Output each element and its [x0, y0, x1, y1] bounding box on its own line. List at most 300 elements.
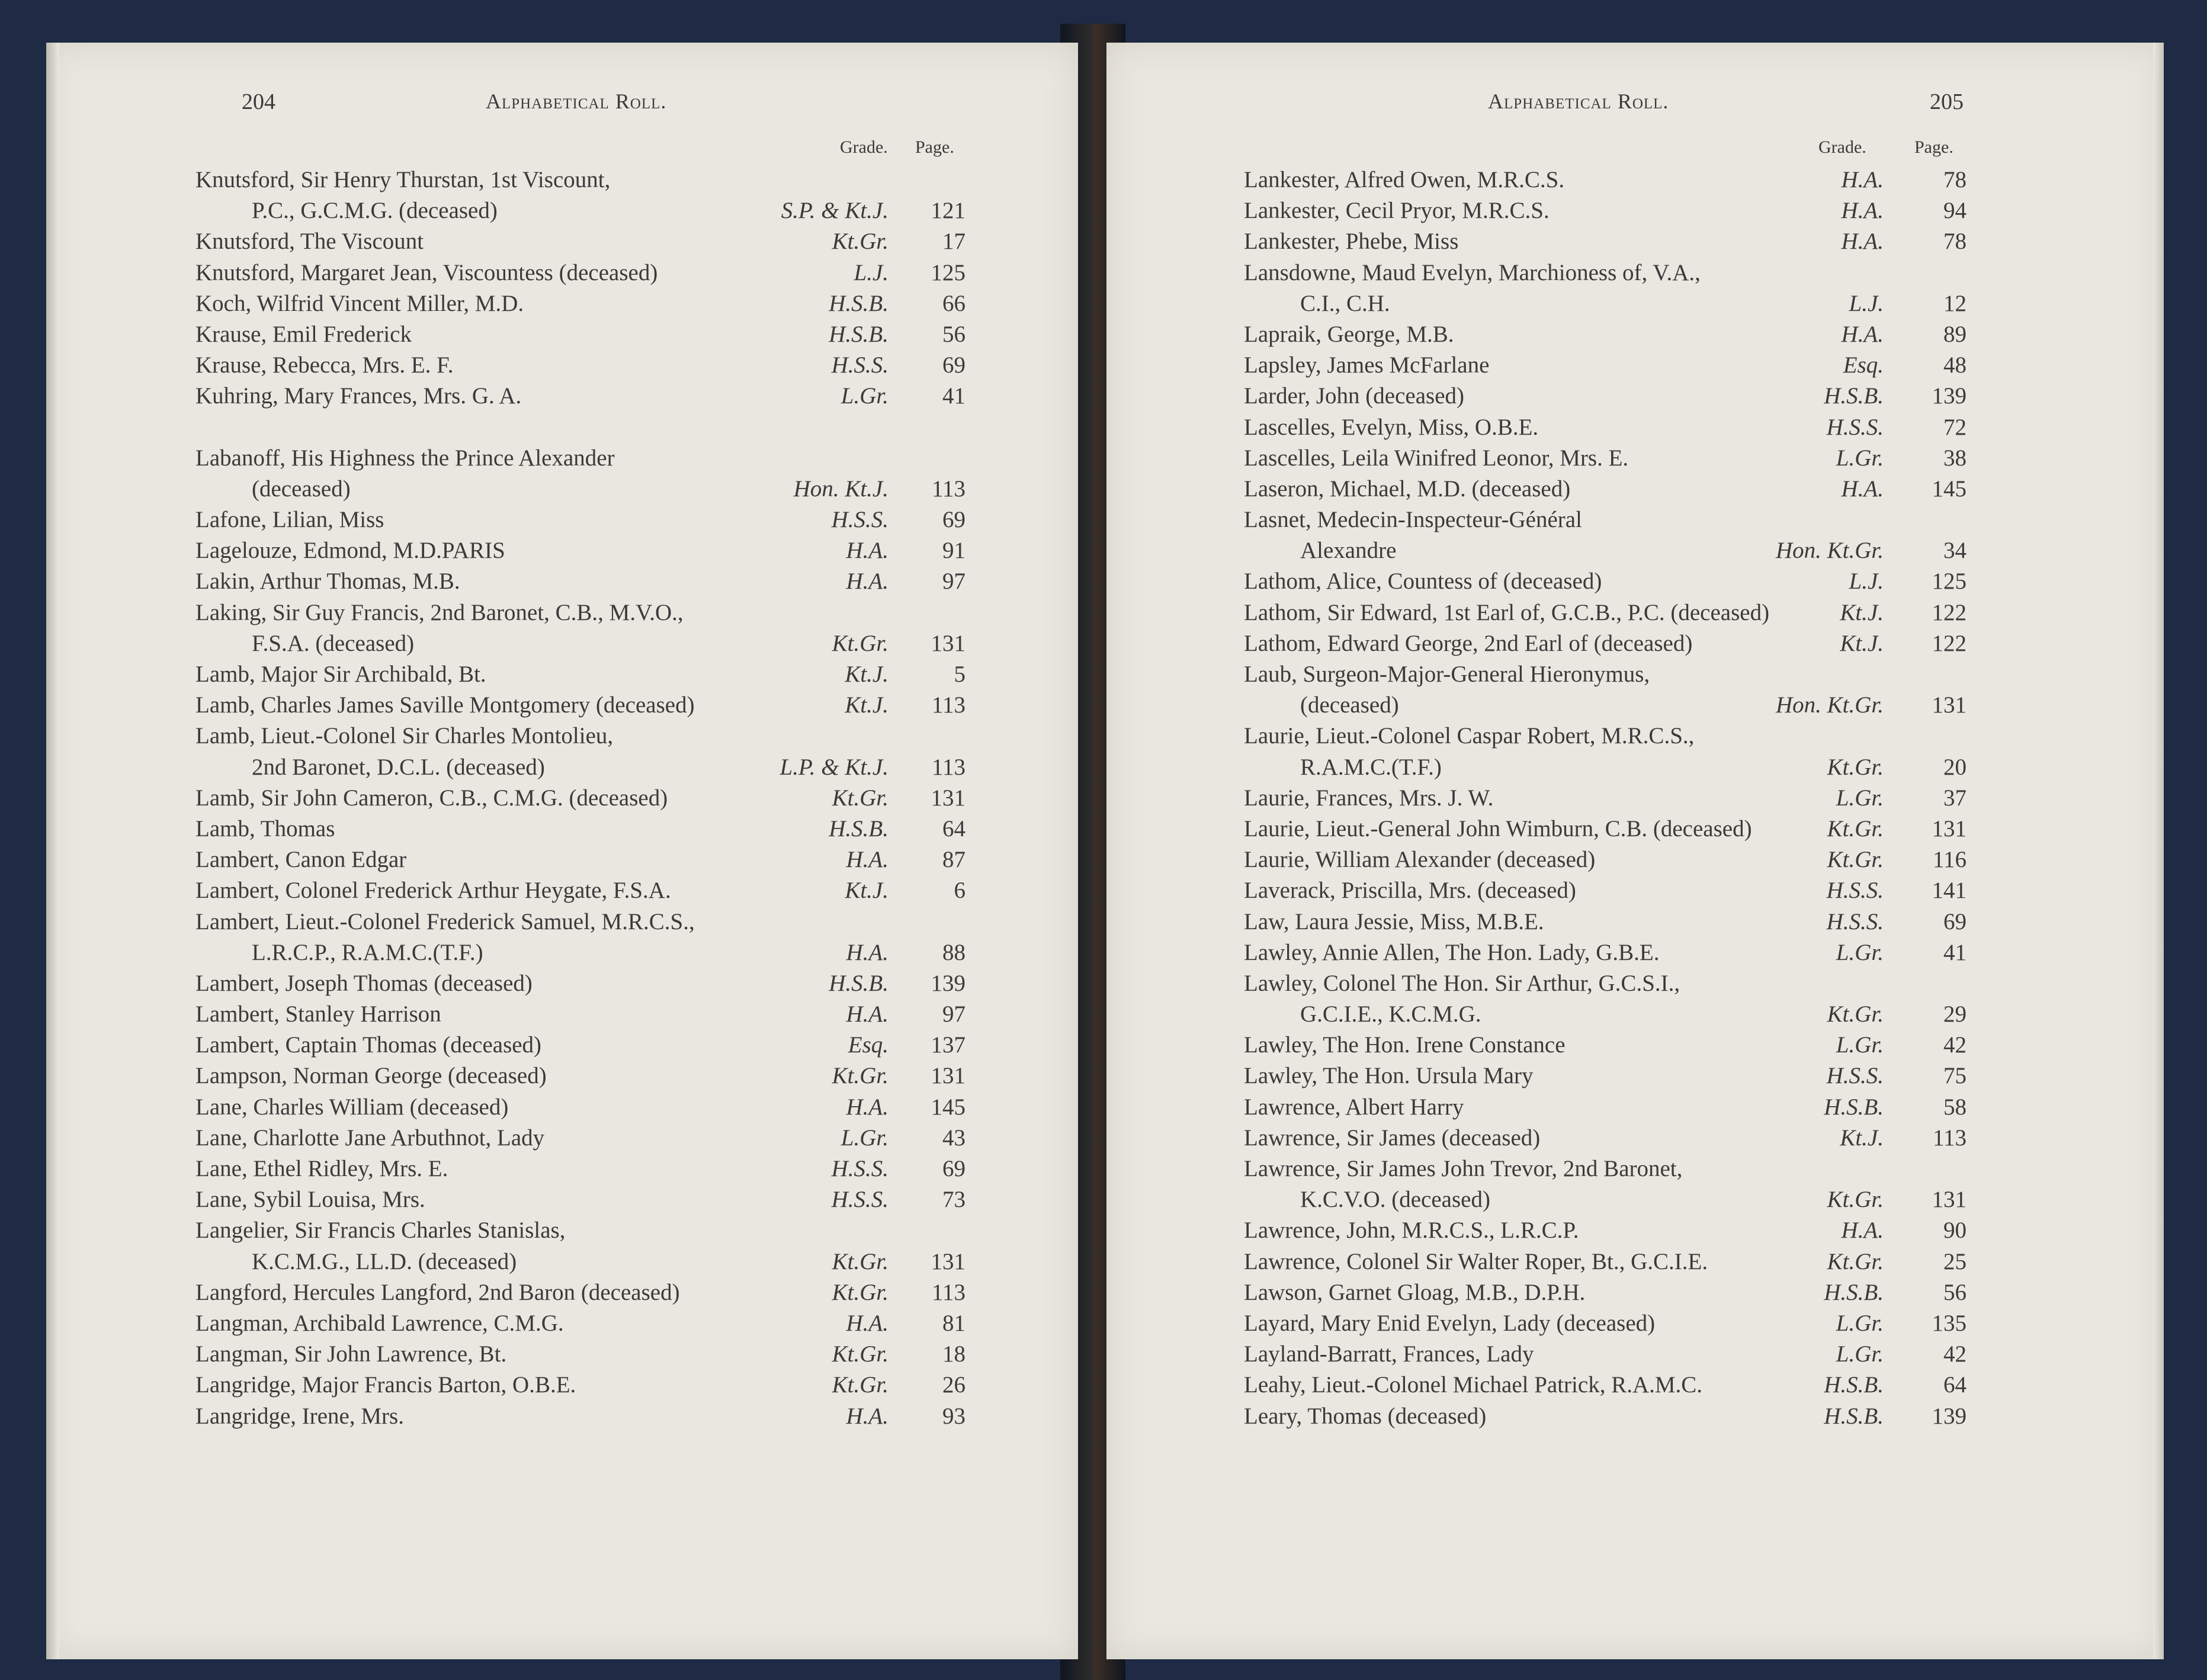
entry-grade: H.A. [846, 1310, 888, 1336]
entry-name: Lapsley, James McFarlane [1244, 352, 1490, 378]
entry-grade: H.S.S. [831, 1187, 888, 1213]
entry-page-ref: 125 [931, 259, 965, 285]
entry-grade: Kt.Gr. [1827, 1187, 1884, 1213]
entry-name: Lawrence, Albert Harry [1244, 1094, 1464, 1120]
entry-name: Layland-Barratt, Frances, Lady [1244, 1341, 1534, 1367]
entry-grade: H.A. [1841, 167, 1884, 192]
entry-name: Lane, Charlotte Jane Arbuthnot, Lady [195, 1125, 545, 1151]
roll-entry-row [195, 1184, 965, 1215]
entry-name: Lathom, Alice, Countess of (deceased) [1244, 568, 1602, 595]
entry-name: Koch, Wilfrid Vincent Miller, M.D. [195, 290, 524, 316]
entry-name: (deceased) [252, 476, 351, 502]
entry-grade: Kt.J. [1840, 1125, 1884, 1151]
entry-page-ref: 90 [1943, 1218, 1967, 1244]
roll-entry-row [195, 566, 965, 597]
entry-grade: Kt.Gr. [832, 785, 888, 811]
entry-grade: H.S.S. [831, 507, 888, 533]
entry-name: Lagelouze, Edmond, M.D.PARIS [195, 538, 505, 564]
entry-grade: Hon. Kt.Gr. [1775, 538, 1884, 564]
entry-name: Larder, John (deceased) [1244, 383, 1464, 409]
left-running-head: Alphabetical Roll. [486, 89, 667, 113]
entry-page-ref: 139 [1932, 383, 1967, 409]
entry-grade: H.A. [846, 939, 888, 965]
entry-name: Langman, Archibald Lawrence, C.M.G. [195, 1310, 564, 1336]
entry-name: Lambert, Lieut.-Colonel Frederick Samuel, M.R.C.S., [195, 908, 695, 934]
entry-name: Laseron, Michael, M.D. (deceased) [1244, 476, 1571, 502]
entry-page-ref: 12 [1943, 290, 1967, 316]
entry-page-ref: 113 [931, 1279, 965, 1305]
entry-name: P.C., G.C.M.G. (deceased) [252, 198, 498, 224]
entry-name: Lambert, Captain Thomas (deceased) [195, 1032, 542, 1058]
roll-entry-row [195, 1154, 965, 1184]
roll-entry-row [195, 968, 965, 999]
entry-name: Lamb, Charles James Saville Montgomery (deceased) [195, 692, 695, 718]
entry-page-ref: 69 [942, 1156, 965, 1181]
entry-name: Kuhring, Mary Frances, Mrs. G. A. [195, 383, 522, 409]
roll-entry-row [195, 721, 965, 751]
roll-entry-row [1244, 381, 1967, 412]
roll-entry-row [1244, 1339, 1967, 1370]
roll-entry-row [1244, 1401, 1967, 1432]
entry-grade: L.Gr. [1836, 445, 1884, 471]
roll-entry-row [1244, 1370, 1967, 1400]
entry-grade: H.S.B. [1824, 1403, 1884, 1429]
entry-page-ref: 87 [942, 847, 965, 873]
entry-grade: Kt.J. [845, 878, 888, 904]
entry-page-ref: 42 [1943, 1032, 1967, 1058]
entry-grade: H.S.S. [1826, 878, 1884, 904]
entry-page-ref: 42 [1943, 1341, 1967, 1367]
roll-entry-row [195, 1308, 965, 1339]
entry-grade: L.Gr. [1836, 1341, 1884, 1367]
entry-name: Langridge, Major Francis Barton, O.B.E. [195, 1372, 576, 1398]
entry-name: Lambert, Canon Edgar [195, 847, 407, 873]
entry-page-ref: 37 [1943, 785, 1967, 811]
entry-page-ref: 131 [1932, 692, 1967, 718]
roll-entry-row [1244, 1123, 1967, 1154]
entry-grade: Kt.Gr. [1827, 1248, 1884, 1274]
roll-entry-row [1244, 165, 1967, 195]
roll-entry-row [1244, 752, 1967, 783]
roll-entry-row [1244, 1092, 1967, 1123]
roll-entry-row [1244, 474, 1967, 505]
entry-page-ref: 75 [1943, 1063, 1967, 1089]
entry-grade: H.S.S. [831, 1156, 888, 1181]
roll-entry-row [195, 412, 965, 443]
roll-entry-row [195, 752, 965, 783]
entry-page-ref: 97 [942, 568, 965, 595]
roll-entry-row [195, 875, 965, 906]
entry-name: Laurie, Lieut.-Colonel Caspar Robert, M.R.C.S., [1244, 723, 1695, 749]
roll-entry-row [195, 1277, 965, 1308]
roll-entry-row [195, 505, 965, 535]
entry-page-ref: 64 [942, 815, 965, 841]
entry-grade: Esq. [848, 1032, 888, 1058]
entry-page-ref: 6 [954, 878, 965, 904]
entry-grade: H.A. [1841, 1218, 1884, 1244]
entry-name: Lasnet, Medecin-Inspecteur-Général [1244, 507, 1582, 533]
entry-name: Labanoff, His Highness the Prince Alexander [195, 445, 615, 471]
entry-grade: L.P. & Kt.J. [779, 754, 888, 780]
entry-page-ref: 58 [1943, 1094, 1967, 1120]
entry-page-ref: 73 [942, 1187, 965, 1213]
entry-page-ref: 38 [1943, 445, 1967, 471]
roll-entry-row [195, 907, 965, 937]
entry-page-ref: 116 [1932, 847, 1967, 873]
roll-entry-row [195, 258, 965, 288]
entry-name: Lansdowne, Maud Evelyn, Marchioness of, V.A., [1244, 259, 1701, 285]
entry-name: Lawley, Colonel The Hon. Sir Arthur, G.C.S.I., [1244, 970, 1680, 996]
entry-grade: L.J. [1849, 290, 1884, 316]
entry-grade: H.A. [846, 1001, 888, 1027]
entry-name: Lawrence, John, M.R.C.S., L.R.C.P. [1244, 1218, 1579, 1244]
roll-entry-row [1244, 226, 1967, 257]
entry-page-ref: 113 [1932, 1125, 1967, 1151]
entry-page-ref: 88 [942, 939, 965, 965]
entry-page-ref: 41 [942, 383, 965, 409]
roll-entry-row [195, 628, 965, 659]
entry-grade: H.S.S. [1826, 1063, 1884, 1089]
entry-name: Langford, Hercules Langford, 2nd Baron (deceased) [195, 1279, 680, 1305]
left-page-column-header: Page. [915, 137, 954, 157]
left-page-number: 204 [242, 89, 275, 114]
entry-name: Lafone, Lilian, Miss [195, 507, 384, 533]
roll-entry-row [195, 1401, 965, 1432]
roll-entry-row [1244, 1154, 1967, 1184]
entry-name: Laurie, William Alexander (deceased) [1244, 847, 1596, 873]
entry-grade: Kt.Gr. [1827, 815, 1884, 841]
entry-grade: Kt.Gr. [1827, 754, 1884, 780]
entry-grade: Kt.Gr. [832, 229, 888, 255]
roll-entry-row [195, 1247, 965, 1277]
entry-name: K.C.V.O. (deceased) [1300, 1187, 1490, 1213]
entry-grade: H.S.S. [1826, 414, 1884, 440]
entry-page-ref: 135 [1932, 1310, 1967, 1336]
entry-grade: L.J. [1849, 568, 1884, 595]
roll-entry-row [1244, 814, 1967, 844]
left-grade-column-header: Grade. [840, 137, 888, 157]
entry-grade: L.Gr. [1836, 785, 1884, 811]
roll-entry-row [1244, 1308, 1967, 1339]
entry-name: Alexandre [1300, 538, 1397, 564]
roll-entry-row [1244, 598, 1967, 628]
entry-page-ref: 69 [1943, 908, 1967, 934]
roll-entry-row [195, 319, 965, 350]
roll-entry-row [1244, 412, 1967, 443]
entry-page-ref: 139 [931, 970, 965, 996]
entry-page-ref: 66 [942, 290, 965, 316]
entry-grade: H.A. [1841, 229, 1884, 255]
entry-page-ref: 64 [1943, 1372, 1967, 1398]
entry-page-ref: 97 [942, 1001, 965, 1027]
roll-entry-row [195, 844, 965, 875]
entry-page-ref: 41 [1943, 939, 1967, 965]
entry-page-ref: 139 [1932, 1403, 1967, 1429]
entry-name: R.A.M.C.(T.F.) [1300, 754, 1442, 780]
entry-name: F.S.A. (deceased) [252, 630, 415, 656]
entry-grade: L.Gr. [1836, 1032, 1884, 1058]
entry-page-ref: 122 [1932, 630, 1967, 656]
entry-name: Lamb, Thomas [195, 815, 335, 841]
roll-entry-row [1244, 875, 1967, 906]
roll-entry-row [1244, 1184, 1967, 1215]
entry-grade: L.Gr. [1836, 1310, 1884, 1336]
roll-entry-row [195, 783, 965, 814]
roll-entry-row [1244, 1277, 1967, 1308]
entry-name: Krause, Emil Frederick [195, 321, 412, 347]
entry-page-ref: 94 [1943, 198, 1967, 224]
entry-page-ref: 89 [1943, 321, 1967, 347]
entry-grade: L.Gr. [841, 383, 888, 409]
roll-entry-row [1244, 505, 1967, 535]
entry-grade: H.S.B. [1824, 1279, 1884, 1305]
entry-name: 2nd Baronet, D.C.L. (deceased) [252, 754, 545, 780]
entry-name: Lankester, Alfred Owen, M.R.C.S. [1244, 167, 1565, 192]
roll-entry-row [1244, 1030, 1967, 1061]
entry-name: Langridge, Irene, Mrs. [195, 1403, 404, 1429]
entry-page-ref: 125 [1932, 568, 1967, 595]
entry-name: Lathom, Edward George, 2nd Earl of (deceased) [1244, 630, 1693, 656]
entry-grade: H.S.S. [1826, 908, 1884, 934]
roll-entry-row [1244, 783, 1967, 814]
entry-name: K.C.M.G., LL.D. (deceased) [252, 1248, 517, 1274]
roll-entry-row [1244, 628, 1967, 659]
entry-name: Lamb, Lieut.-Colonel Sir Charles Montolieu, [195, 723, 614, 749]
entry-page-ref: 145 [931, 1094, 965, 1120]
roll-entry-row [195, 195, 965, 226]
entry-page-ref: 141 [1932, 878, 1967, 904]
roll-entry-row [1244, 443, 1967, 474]
roll-entry-row [1244, 288, 1967, 319]
roll-entry-row [195, 226, 965, 257]
entry-page-ref: 25 [1943, 1248, 1967, 1274]
entry-name: Laurie, Lieut.-General John Wimburn, C.B. (deceased) [1244, 815, 1752, 841]
entry-page-ref: 72 [1943, 414, 1967, 440]
entry-grade: Hon. Kt.J. [793, 476, 888, 502]
entry-name: Knutsford, Sir Henry Thurstan, 1st Viscount, [195, 167, 611, 192]
roll-entry-row [1244, 844, 1967, 875]
entry-page-ref: 137 [931, 1032, 965, 1058]
entry-grade: L.Gr. [841, 1125, 888, 1151]
entry-page-ref: 5 [954, 661, 965, 687]
entry-name: Lambert, Colonel Frederick Arthur Heygate, F.S.A. [195, 878, 671, 904]
entry-page-ref: 29 [1943, 1001, 1967, 1027]
entry-name: Law, Laura Jessie, Miss, M.B.E. [1244, 908, 1544, 934]
roll-entry-row [1244, 1247, 1967, 1277]
entry-page-ref: 131 [1932, 815, 1967, 841]
entry-grade: H.S.B. [829, 321, 888, 347]
entry-grade: L.Gr. [1836, 939, 1884, 965]
entry-grade: H.A. [1841, 321, 1884, 347]
entry-page-ref: 93 [942, 1403, 965, 1429]
right-page-column-header: Page. [1914, 137, 1953, 157]
entry-grade: Kt.J. [1840, 599, 1884, 625]
roll-entry-row [195, 690, 965, 721]
entry-page-ref: 18 [942, 1341, 965, 1367]
entry-grade: H.S.B. [829, 815, 888, 841]
entry-page-ref: 26 [942, 1372, 965, 1398]
entry-name: Lawley, The Hon. Irene Constance [1244, 1032, 1566, 1058]
roll-entry-row [1244, 690, 1967, 721]
entry-page-ref: 56 [1943, 1279, 1967, 1305]
entry-name: Laub, Surgeon-Major-General Hieronymus, [1244, 661, 1650, 687]
roll-entry-row [1244, 999, 1967, 1030]
entry-name: Lascelles, Evelyn, Miss, O.B.E. [1244, 414, 1539, 440]
roll-entry-row [1244, 968, 1967, 999]
roll-entry-row [1244, 1215, 1967, 1246]
entry-name: Lascelles, Leila Winifred Leonor, Mrs. E. [1244, 445, 1629, 471]
entry-page-ref: 20 [1943, 754, 1967, 780]
entry-grade: Esq. [1843, 352, 1884, 378]
entry-page-ref: 48 [1943, 352, 1967, 378]
right-entry-list [1244, 165, 1967, 1432]
entry-page-ref: 56 [942, 321, 965, 347]
entry-page-ref: 131 [931, 1248, 965, 1274]
entry-page-ref: 121 [931, 198, 965, 224]
roll-entry-row [1244, 535, 1967, 566]
entry-name: Lathom, Sir Edward, 1st Earl of, G.C.B., P.C. (deceased) [1244, 599, 1770, 625]
entry-page-ref: 131 [931, 630, 965, 656]
entry-name: Lambert, Joseph Thomas (deceased) [195, 970, 532, 996]
entry-page-ref: 131 [931, 1063, 965, 1089]
entry-grade: Kt.Gr. [832, 1372, 888, 1398]
entry-name: Lambert, Stanley Harrison [195, 1001, 441, 1027]
entry-grade: L.J. [854, 259, 888, 285]
entry-name: Langman, Sir John Lawrence, Bt. [195, 1341, 507, 1367]
entry-name: Lane, Charles William (deceased) [195, 1094, 509, 1120]
roll-entry-row [1244, 350, 1967, 381]
roll-entry-row [195, 1030, 965, 1061]
entry-grade: Kt.Gr. [832, 1279, 888, 1305]
entry-page-ref: 113 [931, 754, 965, 780]
roll-entry-row [195, 535, 965, 566]
entry-grade: Kt.Gr. [832, 630, 888, 656]
entry-page-ref: 69 [942, 507, 965, 533]
entry-grade: H.A. [846, 1403, 888, 1429]
entry-name: Leahy, Lieut.-Colonel Michael Patrick, R.A.M.C. [1244, 1372, 1703, 1398]
entry-grade: Kt.J. [845, 692, 888, 718]
entry-name: Lawley, Annie Allen, The Hon. Lady, G.B.E. [1244, 939, 1660, 965]
roll-entry-row [195, 1339, 965, 1370]
entry-page-ref: 69 [942, 352, 965, 378]
entry-grade: H.S.B. [1824, 383, 1884, 409]
entry-page-ref: 113 [931, 692, 965, 718]
roll-entry-row [195, 350, 965, 381]
roll-entry-row [195, 814, 965, 844]
entry-grade: H.A. [1841, 476, 1884, 502]
entry-grade: H.A. [846, 568, 888, 595]
entry-name: Lawley, The Hon. Ursula Mary [1244, 1063, 1534, 1089]
entry-name: Lawrence, Sir James John Trevor, 2nd Baronet, [1244, 1156, 1683, 1181]
roll-entry-row [195, 937, 965, 968]
right-running-head: Alphabetical Roll. [1488, 89, 1669, 113]
entry-name: Lankester, Phebe, Miss [1244, 229, 1459, 255]
entry-grade: Kt.Gr. [832, 1248, 888, 1274]
entry-name: Laverack, Priscilla, Mrs. (deceased) [1244, 878, 1576, 904]
entry-name: Lakin, Arthur Thomas, M.B. [195, 568, 460, 595]
right-page-number: 205 [1930, 89, 1964, 114]
roll-entry-row [195, 1370, 965, 1400]
roll-entry-row [195, 165, 965, 195]
entry-grade: H.A. [846, 847, 888, 873]
entry-name: Lankester, Cecil Pryor, M.R.C.S. [1244, 198, 1550, 224]
entry-grade: S.P. & Kt.J. [781, 198, 888, 224]
roll-entry-row [1244, 937, 1967, 968]
roll-entry-row [1244, 195, 1967, 226]
roll-entry-row [1244, 566, 1967, 597]
entry-page-ref: 78 [1943, 167, 1967, 192]
entry-name: Lane, Sybil Louisa, Mrs. [195, 1187, 425, 1213]
entry-page-ref: 91 [942, 538, 965, 564]
roll-entry-row [195, 999, 965, 1030]
entry-page-ref: 34 [1943, 538, 1967, 564]
roll-entry-row [1244, 659, 1967, 690]
entry-name: Lampson, Norman George (deceased) [195, 1063, 547, 1089]
roll-entry-row [195, 443, 965, 474]
entry-grade: Kt.J. [1840, 630, 1884, 656]
entry-name: Laurie, Frances, Mrs. J. W. [1244, 785, 1494, 811]
roll-entry-row [1244, 319, 1967, 350]
entry-name: Leary, Thomas (deceased) [1244, 1403, 1487, 1429]
roll-entry-row [195, 474, 965, 505]
entry-name: Lawrence, Colonel Sir Walter Roper, Bt., G.C.I.E. [1244, 1248, 1708, 1274]
entry-page-ref: 78 [1943, 229, 1967, 255]
entry-page-ref: 145 [1932, 476, 1967, 502]
roll-entry-row [1244, 907, 1967, 937]
entry-name: G.C.I.E., K.C.M.G. [1300, 1001, 1481, 1027]
entry-page-ref: 81 [942, 1310, 965, 1336]
right-grade-column-header: Grade. [1818, 137, 1866, 157]
entry-page-ref: 43 [942, 1125, 965, 1151]
entry-grade: H.S.B. [829, 290, 888, 316]
left-entry-list [195, 165, 965, 1432]
roll-entry-row [195, 288, 965, 319]
entry-name: Knutsford, Margaret Jean, Viscountess (deceased) [195, 259, 658, 285]
entry-grade: Kt.Gr. [832, 1063, 888, 1089]
entry-name: Lamb, Sir John Cameron, C.B., C.M.G. (deceased) [195, 785, 668, 811]
entry-page-ref: 17 [942, 229, 965, 255]
entry-page-ref: 131 [1932, 1187, 1967, 1213]
entry-grade: Kt.Gr. [832, 1341, 888, 1367]
entry-grade: Kt.J. [845, 661, 888, 687]
entry-name: Knutsford, The Viscount [195, 229, 424, 255]
entry-page-ref: 122 [1932, 599, 1967, 625]
roll-entry-row [1244, 721, 1967, 751]
entry-grade: H.A. [1841, 198, 1884, 224]
roll-entry-row [195, 598, 965, 628]
entry-grade: H.S.B. [1824, 1372, 1884, 1398]
entry-grade: H.S.B. [1824, 1094, 1884, 1120]
entry-name: Lawrence, Sir James (deceased) [1244, 1125, 1541, 1151]
entry-name: Lapraik, George, M.B. [1244, 321, 1454, 347]
entry-grade: Kt.Gr. [1827, 847, 1884, 873]
roll-entry-row [1244, 258, 1967, 288]
roll-entry-row [195, 659, 965, 690]
roll-entry-row [195, 1092, 965, 1123]
entry-name: Lawson, Garnet Gloag, M.B., D.P.H. [1244, 1279, 1586, 1305]
entry-name: Langelier, Sir Francis Charles Stanislas, [195, 1218, 566, 1244]
roll-entry-row [195, 1061, 965, 1091]
entry-grade: H.A. [846, 1094, 888, 1120]
entry-name: (deceased) [1300, 692, 1399, 718]
entry-name: C.I., C.H. [1300, 290, 1390, 316]
entry-name: L.R.C.P., R.A.M.C.(T.F.) [252, 939, 483, 965]
entry-name: Laking, Sir Guy Francis, 2nd Baronet, C.B., M.V.O., [195, 599, 684, 625]
roll-entry-row [1244, 1061, 1967, 1091]
entry-grade: H.S.B. [829, 970, 888, 996]
entry-page-ref: 131 [931, 785, 965, 811]
roll-entry-row [195, 1123, 965, 1154]
